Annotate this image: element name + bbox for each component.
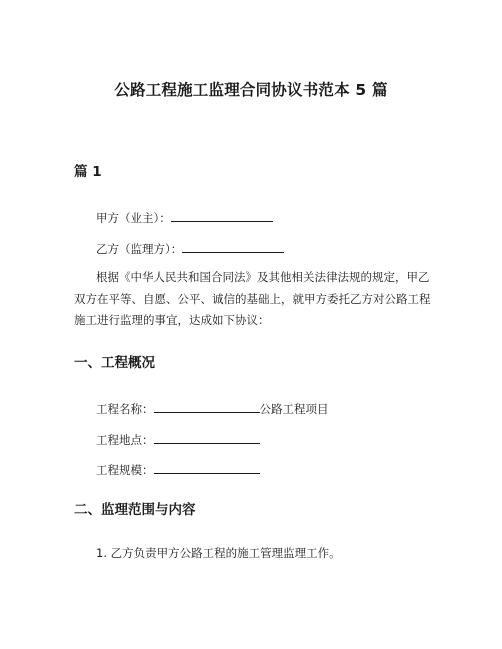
- project-location-line: [96, 432, 260, 448]
- intro-paragraph: 根据《中华人民共和国合同法》及其他相关法律法规的规定，甲乙双方在平等、自愿、公平、诚信的基础上，就甲方委托乙方对公路工程施工进行监理的事宜，达成如下协议：: [74, 270, 431, 327]
- project-scale-line: [96, 462, 260, 478]
- project-name-label: 工程名称：: [96, 402, 154, 416]
- project-location-label: 工程地点：: [96, 433, 154, 447]
- part-heading: 篇 1: [74, 164, 102, 180]
- project-scale-label: 工程规模：: [96, 463, 154, 477]
- section2-heading: 二、监理范围与内容: [74, 502, 196, 518]
- party-b-line: [96, 241, 284, 257]
- party-b-blank: [182, 242, 284, 253]
- section1-heading: 一、工程概况: [74, 355, 155, 371]
- item1-text: 1. 乙方负责甲方公路工程的施工管理监理工作。: [96, 546, 341, 560]
- party-a-line: [96, 210, 273, 226]
- project-name-suffix: 公路工程项目: [259, 402, 329, 416]
- project-name-blank: [154, 402, 260, 413]
- document-title: 公路工程施工监理合同协议书范本 5 篇: [114, 81, 388, 99]
- project-location-blank: [154, 433, 260, 444]
- party-a-blank: [171, 211, 273, 222]
- project-name-line: [96, 401, 329, 417]
- party-b-label: 乙方（监理方）：: [96, 242, 183, 256]
- party-a-label: 甲方（业主）：: [96, 211, 171, 225]
- project-scale-blank: [154, 463, 260, 474]
